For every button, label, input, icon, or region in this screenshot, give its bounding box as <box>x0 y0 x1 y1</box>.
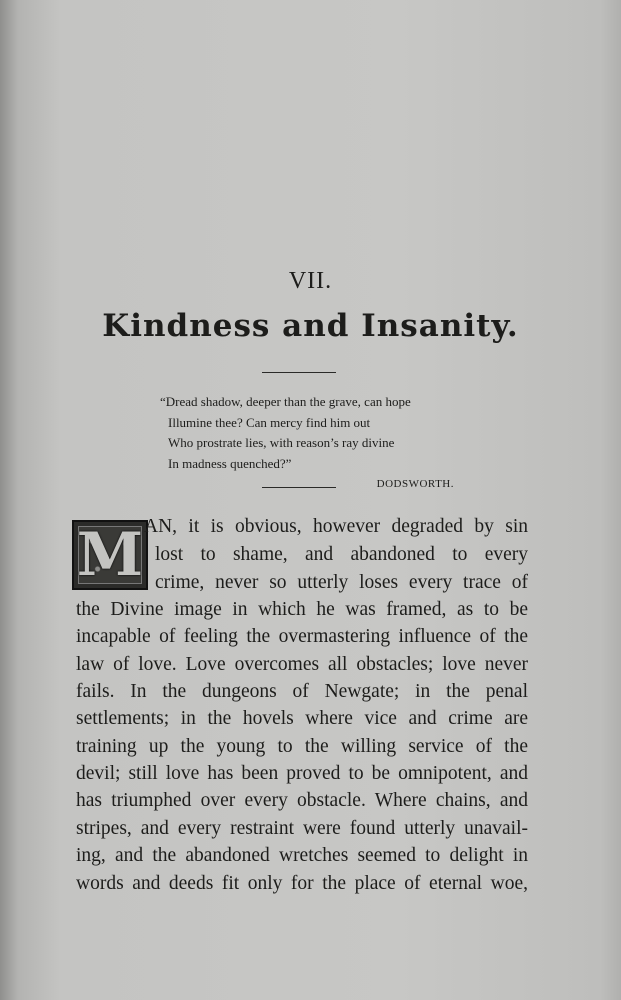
divider-bottom <box>262 487 336 488</box>
body-line: lost to shame, and abandoned to every <box>155 544 528 565</box>
body-line: fails. In the dungeons of Newgate; in the penal <box>76 681 528 702</box>
body-line: incapable of feeling the overmastering influence of the <box>76 626 528 647</box>
body-line: ing, and the abandoned wretches seemed to delight in <box>76 845 528 866</box>
epigraph-author: DODSWORTH. <box>376 478 454 490</box>
body-line: devil; still love has been proved to be omnipotent, and <box>76 763 528 784</box>
epigraph <box>160 392 470 495</box>
epigraph-line: Illumine thee? Can mercy find him out <box>168 414 371 430</box>
epigraph-line: “Dread shadow, deeper than the grave, can hope <box>160 394 411 409</box>
divider-top <box>262 372 336 373</box>
chapter-title: Kindness and Insanity. <box>102 308 519 344</box>
body-line: AN, it is obvious, however degraded by sin <box>144 516 528 537</box>
epigraph-line: Who prostrate lies, with reason’s ray divine <box>168 435 395 450</box>
body-line: has triumphed over every obstacle. Where chains, and <box>76 790 528 811</box>
body-line: settlements; in the hovels where vice and crime are <box>76 708 528 729</box>
body-line: stripes, and every restraint were found utterly unavail- <box>76 818 528 839</box>
epigraph-line: In madness quenched?” <box>168 455 292 471</box>
body-line: words and deeds fit only for the place of eternal woe, <box>76 873 528 894</box>
body-line: law of love. Love overcomes all obstacles; love never <box>76 654 528 675</box>
body-line: the Divine image in which he was framed, as to be <box>76 599 528 620</box>
body-line: training up the young to the willing service of the <box>76 736 528 757</box>
chapter-number: VII. <box>288 268 333 294</box>
dropcap-letter: M <box>76 520 144 590</box>
decorative-dropcap <box>72 520 148 590</box>
body-line: crime, never so utterly loses every trace of <box>155 572 528 593</box>
